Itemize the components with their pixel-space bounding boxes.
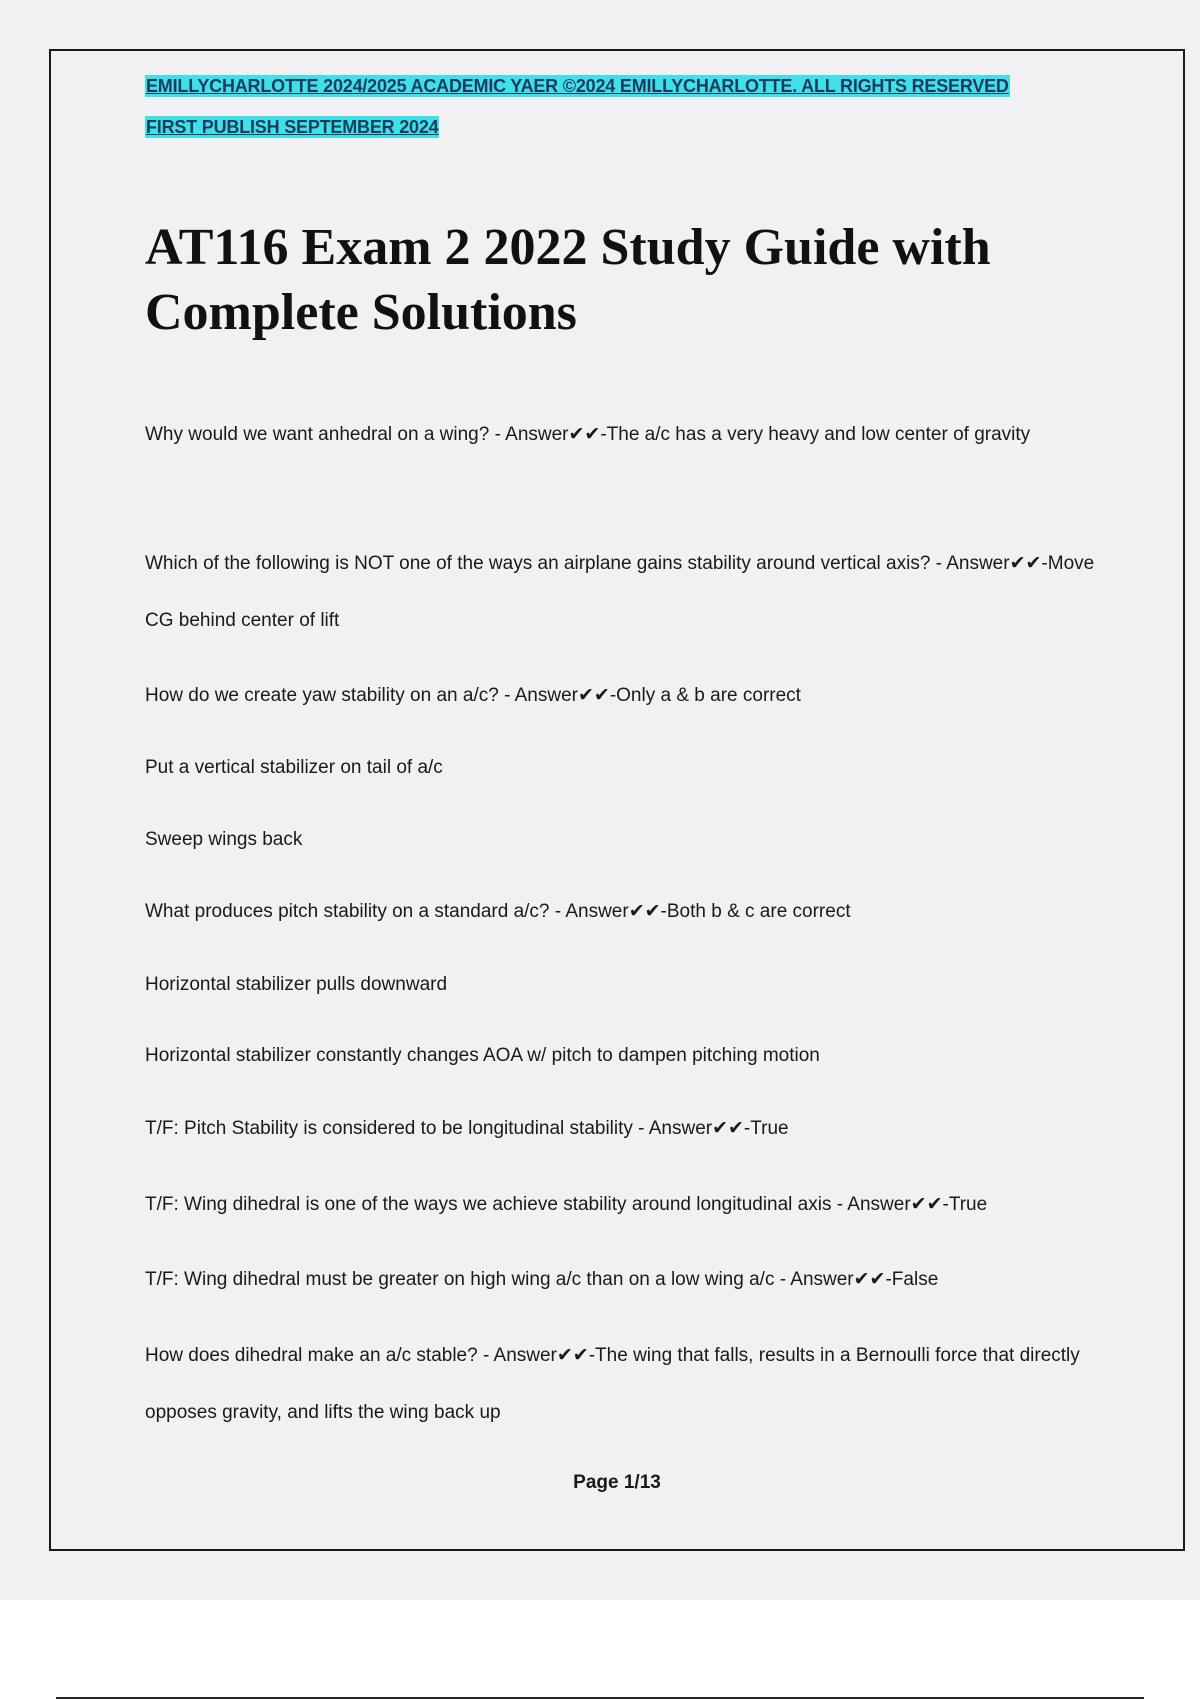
qa-item: T/F: Wing dihedral is one of the ways we achieve stability around longitudinal axis - Answer✔✔-True (145, 1194, 988, 1215)
next-page-rule (56, 1697, 1144, 1699)
publish-date-header (145, 115, 439, 139)
page-number: Page 1/13 (573, 1472, 661, 1493)
qa-item: Why would we want anhedral on a wing? - Answer✔✔-The a/c has a very heavy and low center of gravity (145, 424, 1031, 445)
qa-item: Put a vertical stabilizer on tail of a/c (145, 757, 443, 778)
qa-item: How does dihedral make an a/c stable? - Answer✔✔-The wing that falls, results in a Bernoulli force that directly opposes gravity, and lifts the wing back up (145, 1345, 1080, 1423)
document-title: AT116 Exam 2 2022 Study Guide with Complete Solutions (145, 219, 991, 341)
qa-item: Horizontal stabilizer constantly changes AOA w/ pitch to dampen pitching motion (145, 1045, 820, 1066)
qa-item: How do we create yaw stability on an a/c? - Answer✔✔-Only a & b are correct (145, 685, 801, 706)
qa-item: What produces pitch stability on a standard a/c? - Answer✔✔-Both b & c are correct (145, 901, 851, 922)
copyright-header (145, 74, 1010, 98)
copyright-header-text: EMILLYCHARLOTTE 2024/2025 ACADEMIC YAER ©2024 EMILLYCHARLOTTE. ALL RIGHTS RESERVED (146, 76, 1009, 96)
qa-item: Horizontal stabilizer pulls downward (145, 974, 448, 995)
qa-item: Sweep wings back (145, 829, 303, 850)
publish-date-text: FIRST PUBLISH SEPTEMBER 2024 (146, 117, 439, 137)
qa-item: T/F: Wing dihedral must be greater on high wing a/c than on a low wing a/c - Answer✔✔-False (145, 1269, 939, 1290)
qa-item: T/F: Pitch Stability is considered to be longitudinal stability - Answer✔✔-True (145, 1118, 789, 1139)
qa-item: Which of the following is NOT one of the ways an airplane gains stability around vertical axis? - Answer✔✔-Move CG behind center of lift (145, 553, 1095, 631)
